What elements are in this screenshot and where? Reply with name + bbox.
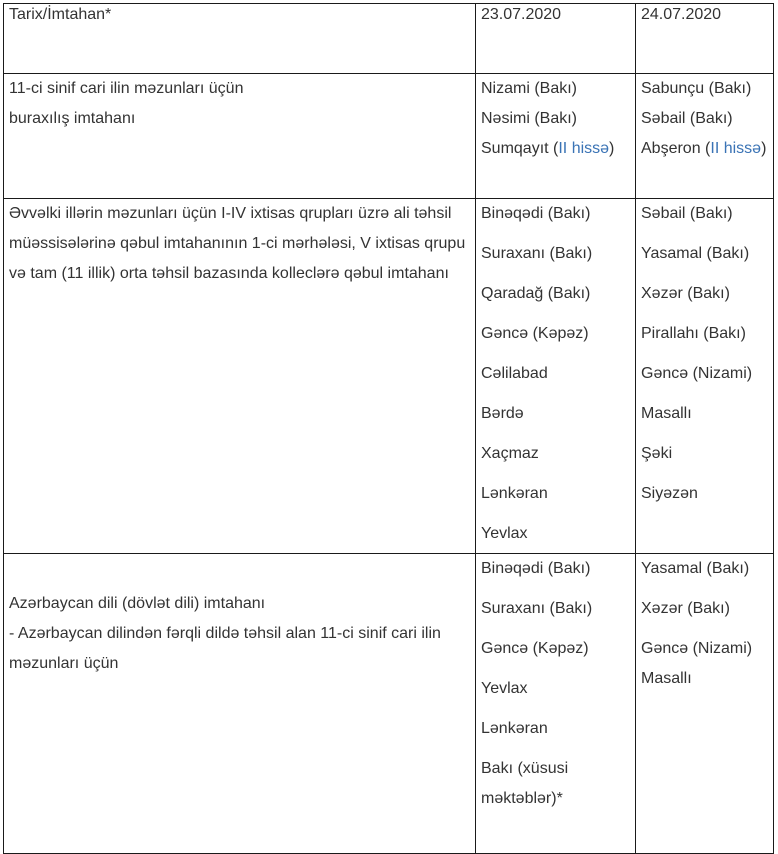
table-row: [4, 554, 774, 854]
exam-name-title: Azərbaycan dili (dövlət dili) imtahanı: [9, 595, 266, 612]
venue-item: Cəlilabad: [481, 365, 548, 382]
venue-item: Xəzər (Bakı): [641, 600, 730, 617]
table-header-row: [4, 4, 774, 74]
venue-item: Gəncə (Kəpəz): [481, 325, 589, 342]
venue-item: Şəki: [641, 445, 673, 462]
venue-item: Gəncə (Nizami): [641, 365, 753, 382]
venue-item: Yevlax: [481, 525, 528, 542]
venue-item: Bakı (xüsusi məktəblər)*: [481, 760, 569, 807]
venue-item: Xaçmaz: [481, 445, 539, 462]
venue-cell-day-1: [476, 74, 636, 199]
table-row: [4, 199, 774, 554]
venue-item: Bərdə: [481, 405, 524, 422]
venue-item: Səbail (Bakı): [641, 110, 733, 127]
venue-item: [641, 134, 769, 164]
venue-item: Pirallahı (Bakı): [641, 325, 746, 342]
venue-item-prefix: Sumqayıt (: [481, 140, 559, 157]
venue-cell-day-2: [636, 199, 774, 554]
venue-item: Binəqədi (Bakı): [481, 205, 591, 222]
venue-cell-day-1: [476, 199, 636, 554]
venue-item: Nizami (Bakı): [481, 80, 578, 97]
header-exam-label: Tarix/İmtahan*: [9, 6, 112, 23]
venue-item: Lənkəran: [481, 485, 548, 502]
venue-item: Xəzər (Bakı): [641, 285, 730, 302]
venue-item: Siyəzən: [641, 485, 698, 502]
venue-item: Masallı: [641, 405, 692, 422]
venue-item: Suraxanı (Bakı): [481, 245, 593, 262]
venue-item: Lənkəran: [481, 720, 548, 737]
venue-item: Nəsimi (Bakı): [481, 110, 578, 127]
exam-cell: [4, 199, 476, 554]
venue-cell-day-2: [636, 74, 774, 199]
header-date-2: 24.07.2020: [641, 6, 722, 23]
exam-cell: [4, 554, 476, 854]
venue-cell-day-2: [636, 554, 774, 854]
venue-item: Binəqədi (Bakı): [481, 560, 591, 577]
venue-item: Sabunçu (Bakı): [641, 80, 752, 97]
venue-item-prefix: Abşeron (: [641, 140, 711, 157]
venue-item: Yevlax: [481, 680, 528, 697]
exam-name-line: buraxılış imtahanı: [9, 110, 136, 127]
exam-name-text: Əvvəlki illərin məzunları üçün I-IV ixtisas qrupları üzrə ali təhsil müəssisələrinə qəbul imtahanının 1-ci mərhələsi, V ixtisas qrupu və tam (11 illik) orta təhsil bazasında kolleclərə qəbul imtahanı: [9, 205, 466, 282]
venue-item: Səbail (Bakı): [641, 205, 733, 222]
header-cell-date-1: [476, 4, 636, 74]
header-cell-exam: [4, 4, 476, 74]
venue-item-suffix: ): [609, 140, 615, 157]
venue-item: [481, 134, 631, 164]
exam-name-subtitle: - Azərbaycan dilindən fərqli dildə təhsil alan 11-ci sinif cari ilin məzunları üçün: [9, 625, 441, 672]
part-2-link[interactable]: II hissə: [558, 140, 610, 157]
header-date-1: 23.07.2020: [481, 6, 562, 23]
exam-name-line: 11-ci sinif cari ilin məzunları üçün: [9, 80, 244, 97]
venue-item: Qaradağ (Bakı): [481, 285, 591, 302]
venue-item: Suraxanı (Bakı): [481, 600, 593, 617]
part-2-link[interactable]: II hissə: [710, 140, 762, 157]
header-cell-date-2: [636, 4, 774, 74]
venue-item: Yasamal (Bakı): [641, 560, 750, 577]
venue-item-suffix: ): [761, 140, 767, 157]
table-row: [4, 74, 774, 199]
venue-item: Gəncə (Kəpəz): [481, 640, 589, 657]
venue-item: Yasamal (Bakı): [641, 245, 750, 262]
venue-item: Masallı: [641, 670, 692, 687]
exam-cell: [4, 74, 476, 199]
venue-item: Gəncə (Nizami): [641, 640, 753, 657]
exam-schedule-table: [3, 3, 774, 854]
venue-cell-day-1: [476, 554, 636, 854]
